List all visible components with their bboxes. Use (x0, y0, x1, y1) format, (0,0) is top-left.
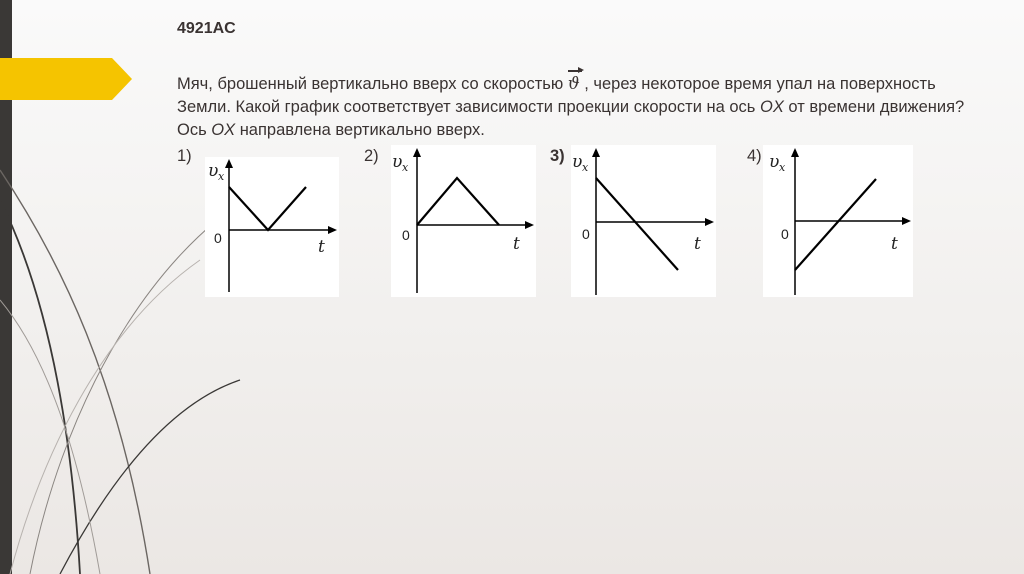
graph-option-2[interactable] (391, 145, 536, 297)
option-4-label[interactable]: 4) (747, 147, 762, 165)
velocity-vector-symbol: ϑ (567, 74, 580, 93)
option-2-label[interactable]: 2) (364, 147, 379, 165)
y-axis-subscript: x (402, 161, 409, 174)
origin-label: 0 (402, 227, 410, 243)
question-part-3: от времени движения? Ось (177, 98, 965, 139)
yellow-accent-tab (0, 58, 132, 100)
graph-option-4[interactable] (763, 145, 913, 297)
x-axis-label: t (318, 237, 325, 257)
x-axis-label: t (891, 234, 898, 254)
y-axis-label: υ (392, 152, 403, 172)
x-axis-label: t (513, 234, 520, 254)
axis-name-1: OX (760, 98, 784, 116)
y-axis-subscript: x (218, 170, 225, 183)
option-3-label[interactable]: 3) (550, 147, 565, 165)
graph-option-3[interactable] (571, 145, 716, 297)
question-part-4: направлена вертикально вверх. (235, 121, 485, 139)
y-axis-label: υ (769, 152, 780, 172)
question-text (177, 72, 977, 142)
option-1-label[interactable]: 1) (177, 147, 192, 165)
question-part-1: Мяч, брошенный вертикально вверх со скоростью (177, 75, 568, 93)
x-axis-label: t (694, 234, 701, 254)
question-part-2: , через некоторое время упал на поверхность Земли. Какой график соответствует зависимости проекции скорости на ось (177, 75, 936, 116)
origin-label: 0 (214, 230, 222, 246)
origin-label: 0 (582, 226, 590, 242)
y-axis-label: υ (208, 161, 219, 181)
y-axis-subscript: x (779, 161, 786, 174)
axis-name-2: OX (211, 121, 236, 139)
y-axis-subscript: x (582, 161, 589, 174)
task-code: 4921AC (177, 20, 236, 37)
graph-option-1[interactable] (205, 157, 339, 297)
y-axis-label: υ (572, 152, 583, 172)
origin-label: 0 (781, 226, 789, 242)
